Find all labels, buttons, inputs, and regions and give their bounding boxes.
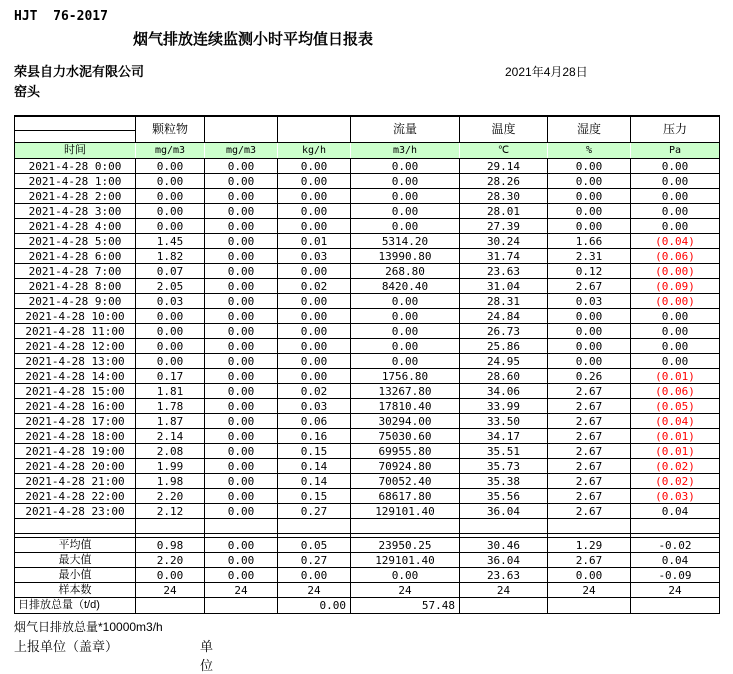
table-cell: 0.00 — [351, 159, 460, 174]
table-cell: 2.20 — [136, 489, 205, 504]
table-cell: 0.00 — [136, 204, 205, 219]
table-cell: 0.00 — [548, 339, 631, 354]
table-cell: 0.00 — [351, 189, 460, 204]
table-cell: 30.24 — [460, 234, 548, 249]
table-cell: 0.26 — [548, 369, 631, 384]
table-cell: 0.03 — [278, 249, 351, 264]
data-row — [15, 249, 720, 264]
table-cell: 0.05 — [278, 538, 351, 553]
table-cell — [278, 519, 351, 534]
table-cell: 0.00 — [205, 429, 278, 444]
footer-signature-line — [14, 636, 214, 673]
table-cell: 24 — [278, 583, 351, 598]
company-name: 荣县自力水泥有限公司 — [14, 64, 145, 79]
table-cell: 2021-4-28 8:00 — [15, 279, 136, 294]
table-cell: 0.98 — [136, 538, 205, 553]
table-cell: 13990.80 — [351, 249, 460, 264]
table-cell: Pa — [631, 143, 720, 159]
table-cell: 0.00 — [205, 339, 278, 354]
table-cell: 35.51 — [460, 444, 548, 459]
table-cell: 28.31 — [460, 294, 548, 309]
table-cell: (0.04) — [631, 234, 720, 249]
table-cell: 2021-4-28 10:00 — [15, 309, 136, 324]
table-cell: 25.86 — [460, 339, 548, 354]
table-cell: 2.67 — [548, 553, 631, 568]
table-cell: 0.00 — [136, 354, 205, 369]
table-cell: 0.00 — [205, 444, 278, 459]
table-cell — [15, 116, 136, 143]
table-cell: 0.00 — [205, 399, 278, 414]
table-cell: 24 — [205, 583, 278, 598]
table-cell: 0.00 — [351, 309, 460, 324]
table-cell: 1.99 — [136, 459, 205, 474]
table-cell: 0.00 — [351, 294, 460, 309]
table-cell: 0.06 — [278, 414, 351, 429]
table-cell: 2.67 — [548, 504, 631, 519]
table-cell: 2021-4-28 5:00 — [15, 234, 136, 249]
table-cell: 1756.80 — [351, 369, 460, 384]
blank-row — [15, 519, 720, 534]
table-cell: 0.16 — [278, 429, 351, 444]
table-cell: 0.02 — [278, 384, 351, 399]
table-cell: 0.00 — [278, 189, 351, 204]
table-cell: 0.00 — [136, 159, 205, 174]
data-row — [15, 264, 720, 279]
footer-flow-note: 烟气日排放总量*10000m3/h — [14, 620, 163, 634]
table-cell: 平均值 — [15, 538, 136, 553]
table-cell: 0.00 — [205, 414, 278, 429]
table-cell: 0.00 — [205, 354, 278, 369]
table-cell — [205, 598, 278, 614]
table-cell: 57.48 — [351, 598, 460, 614]
report-table — [14, 115, 720, 614]
table-cell: 17810.40 — [351, 399, 460, 414]
table-cell: 30.46 — [460, 538, 548, 553]
table-cell: 70052.40 — [351, 474, 460, 489]
table-cell: 0.00 — [278, 354, 351, 369]
table-cell: 0.00 — [136, 324, 205, 339]
data-row — [15, 489, 720, 504]
table-cell: 2021-4-28 21:00 — [15, 474, 136, 489]
table-cell: 0.00 — [136, 189, 205, 204]
table-cell: 0.00 — [548, 324, 631, 339]
table-cell: 0.00 — [631, 204, 720, 219]
table-cell: 2.67 — [548, 429, 631, 444]
table-cell — [631, 598, 720, 614]
table-cell: 0.00 — [136, 174, 205, 189]
table-cell: 33.99 — [460, 399, 548, 414]
table-cell: 时间 — [15, 143, 136, 159]
table-cell: 1.29 — [548, 538, 631, 553]
table-cell: 2.67 — [548, 414, 631, 429]
data-row — [15, 354, 720, 369]
summary-row — [15, 538, 720, 553]
table-cell: (0.05) — [631, 399, 720, 414]
table-cell: 0.00 — [278, 568, 351, 583]
table-cell: 0.00 — [205, 309, 278, 324]
table-cell: (0.03) — [631, 489, 720, 504]
table-cell: 27.39 — [460, 219, 548, 234]
table-cell: 129101.40 — [351, 504, 460, 519]
table-cell: 0.00 — [278, 324, 351, 339]
table-cell: 35.56 — [460, 489, 548, 504]
table-cell: 0.00 — [278, 174, 351, 189]
table-cell: 2021-4-28 18:00 — [15, 429, 136, 444]
table-cell: 2021-4-28 20:00 — [15, 459, 136, 474]
table-cell: 2.67 — [548, 474, 631, 489]
table-cell: 0.00 — [136, 339, 205, 354]
data-row — [15, 309, 720, 324]
table-cell: kg/h — [278, 143, 351, 159]
table-cell: 0.00 — [351, 204, 460, 219]
table-cell: 0.03 — [136, 294, 205, 309]
table-cell: 2021-4-28 1:00 — [15, 174, 136, 189]
table-cell: 2.20 — [136, 553, 205, 568]
table-cell: 2021-4-28 6:00 — [15, 249, 136, 264]
table-cell: 0.00 — [205, 174, 278, 189]
table-cell: 0.00 — [136, 568, 205, 583]
table-cell: 0.00 — [631, 174, 720, 189]
table-cell: 0.15 — [278, 489, 351, 504]
table-cell: 0.00 — [351, 219, 460, 234]
table-cell: 最大值 — [15, 553, 136, 568]
table-cell: 2.67 — [548, 489, 631, 504]
table-cell: (0.01) — [631, 369, 720, 384]
table-cell: 2021-4-28 7:00 — [15, 264, 136, 279]
data-row — [15, 324, 720, 339]
table-cell: 0.00 — [205, 459, 278, 474]
data-row — [15, 189, 720, 204]
table-cell: 68617.80 — [351, 489, 460, 504]
table-cell: 0.00 — [278, 598, 351, 614]
page-title: 烟气排放连续监测小时平均值日报表 — [133, 31, 374, 48]
table-cell: 70924.80 — [351, 459, 460, 474]
table-cell: 0.00 — [631, 324, 720, 339]
table-cell: 0.14 — [278, 459, 351, 474]
table-cell: 0.00 — [631, 309, 720, 324]
table-cell: 0.00 — [548, 189, 631, 204]
table-cell: 8420.40 — [351, 279, 460, 294]
table-cell: 24 — [351, 583, 460, 598]
header-row — [15, 116, 720, 143]
table-cell — [205, 116, 278, 143]
table-cell: 0.00 — [205, 189, 278, 204]
table-cell: 0.00 — [351, 324, 460, 339]
table-cell: 34.17 — [460, 429, 548, 444]
data-row — [15, 384, 720, 399]
table-cell: 2021-4-28 23:00 — [15, 504, 136, 519]
table-cell: (0.01) — [631, 429, 720, 444]
table-cell: 0.00 — [205, 489, 278, 504]
summary-row — [15, 553, 720, 568]
report-table-body — [15, 116, 720, 614]
data-row — [15, 339, 720, 354]
table-cell: 0.00 — [205, 474, 278, 489]
table-cell: 23.63 — [460, 264, 548, 279]
table-cell: 0.00 — [205, 264, 278, 279]
table-cell: 0.00 — [205, 324, 278, 339]
table-cell: 2021-4-28 11:00 — [15, 324, 136, 339]
table-cell: 0.12 — [548, 264, 631, 279]
table-cell: mg/m3 — [136, 143, 205, 159]
table-cell: 1.45 — [136, 234, 205, 249]
table-cell: (0.04) — [631, 414, 720, 429]
table-cell: 2021-4-28 0:00 — [15, 159, 136, 174]
table-cell: 2021-4-28 16:00 — [15, 399, 136, 414]
data-row — [15, 459, 720, 474]
table-cell: 28.30 — [460, 189, 548, 204]
table-cell: 0.00 — [278, 264, 351, 279]
table-cell: 0.00 — [205, 219, 278, 234]
table-cell: 2.67 — [548, 399, 631, 414]
table-cell: 0.00 — [351, 174, 460, 189]
data-row — [15, 294, 720, 309]
table-cell: 温度 — [460, 116, 548, 143]
table-cell: 2.67 — [548, 444, 631, 459]
data-row — [15, 429, 720, 444]
data-row — [15, 504, 720, 519]
table-cell — [205, 519, 278, 534]
table-cell: 最小值 — [15, 568, 136, 583]
table-cell: 2021-4-28 9:00 — [15, 294, 136, 309]
data-row — [15, 174, 720, 189]
table-cell: 0.00 — [205, 204, 278, 219]
table-cell: 2021-4-28 17:00 — [15, 414, 136, 429]
data-row — [15, 159, 720, 174]
table-cell: 24 — [460, 583, 548, 598]
table-cell: 0.00 — [278, 294, 351, 309]
table-cell: 0.00 — [548, 204, 631, 219]
table-cell: 0.00 — [631, 354, 720, 369]
table-cell: 样本数 — [15, 583, 136, 598]
table-cell: 0.00 — [205, 553, 278, 568]
total-row — [15, 598, 720, 614]
table-cell: 0.04 — [631, 553, 720, 568]
table-cell: 2.31 — [548, 249, 631, 264]
table-cell: 5314.20 — [351, 234, 460, 249]
data-row — [15, 414, 720, 429]
table-cell: 0.00 — [351, 339, 460, 354]
table-cell: 0.27 — [278, 553, 351, 568]
table-cell: m3/h — [351, 143, 460, 159]
table-cell: 1.87 — [136, 414, 205, 429]
table-cell: 2021-4-28 14:00 — [15, 369, 136, 384]
table-cell: 35.73 — [460, 459, 548, 474]
table-cell: 0.00 — [205, 294, 278, 309]
table-cell — [15, 519, 136, 534]
summary-row — [15, 568, 720, 583]
table-cell: 29.14 — [460, 159, 548, 174]
table-cell: ℃ — [460, 143, 548, 159]
table-cell: 129101.40 — [351, 553, 460, 568]
table-cell: (0.06) — [631, 249, 720, 264]
table-cell — [136, 519, 205, 534]
table-cell: 24 — [136, 583, 205, 598]
unit-label: 单位 — [200, 639, 214, 673]
table-cell: 13267.80 — [351, 384, 460, 399]
table-cell: 0.00 — [136, 309, 205, 324]
table-cell: (0.09) — [631, 279, 720, 294]
table-cell: (0.02) — [631, 474, 720, 489]
table-cell: 24 — [631, 583, 720, 598]
table-cell: 30294.00 — [351, 414, 460, 429]
table-cell: 23.63 — [460, 568, 548, 583]
table-cell: 268.80 — [351, 264, 460, 279]
table-cell: 2021-4-28 15:00 — [15, 384, 136, 399]
table-cell: 2021-4-28 12:00 — [15, 339, 136, 354]
table-cell: 36.04 — [460, 553, 548, 568]
table-cell: 0.01 — [278, 234, 351, 249]
table-cell: 2021-4-28 4:00 — [15, 219, 136, 234]
table-cell: 24.95 — [460, 354, 548, 369]
table-cell: 2021-4-28 2:00 — [15, 189, 136, 204]
table-cell: 33.50 — [460, 414, 548, 429]
table-cell: 23950.25 — [351, 538, 460, 553]
table-cell: 流量 — [351, 116, 460, 143]
data-row — [15, 474, 720, 489]
table-cell: 颗粒物 — [136, 116, 205, 143]
table-cell: 24.84 — [460, 309, 548, 324]
table-cell: 0.07 — [136, 264, 205, 279]
table-cell: 1.66 — [548, 234, 631, 249]
table-cell: 0.00 — [548, 309, 631, 324]
table-cell: 2.67 — [548, 384, 631, 399]
data-row — [15, 399, 720, 414]
table-cell: 36.04 — [460, 504, 548, 519]
table-cell: 0.00 — [631, 159, 720, 174]
table-cell: 35.38 — [460, 474, 548, 489]
summary-row — [15, 583, 720, 598]
table-cell — [351, 519, 460, 534]
table-cell: 0.00 — [205, 369, 278, 384]
table-cell: 0.14 — [278, 474, 351, 489]
table-cell: 31.04 — [460, 279, 548, 294]
table-cell — [631, 519, 720, 534]
table-cell: 2021-4-28 13:00 — [15, 354, 136, 369]
table-cell: 1.78 — [136, 399, 205, 414]
table-cell: (0.06) — [631, 384, 720, 399]
table-cell: 28.01 — [460, 204, 548, 219]
table-cell: 0.00 — [278, 159, 351, 174]
data-row — [15, 279, 720, 294]
table-cell: 0.00 — [278, 339, 351, 354]
table-cell: 0.00 — [631, 189, 720, 204]
table-cell: 0.00 — [278, 204, 351, 219]
table-cell — [548, 519, 631, 534]
table-cell: 0.00 — [548, 219, 631, 234]
table-cell: 0.00 — [548, 159, 631, 174]
table-cell: (0.01) — [631, 444, 720, 459]
data-row — [15, 369, 720, 384]
table-cell: 0.00 — [205, 384, 278, 399]
table-cell: 0.00 — [205, 538, 278, 553]
table-cell: (0.00) — [631, 294, 720, 309]
table-cell: 26.73 — [460, 324, 548, 339]
table-cell: 2.05 — [136, 279, 205, 294]
table-cell: (0.02) — [631, 459, 720, 474]
table-cell: 0.00 — [205, 568, 278, 583]
table-cell: 2021-4-28 19:00 — [15, 444, 136, 459]
table-cell: 0.00 — [278, 369, 351, 384]
table-cell: 0.00 — [548, 354, 631, 369]
table-cell: 75030.60 — [351, 429, 460, 444]
data-row — [15, 204, 720, 219]
table-cell: 0.00 — [631, 339, 720, 354]
table-cell: 日排放总量（t/d) — [15, 598, 136, 614]
table-cell: 24 — [548, 583, 631, 598]
table-cell — [460, 598, 548, 614]
table-cell: 0.27 — [278, 504, 351, 519]
table-cell: 0.00 — [205, 279, 278, 294]
reporting-unit-label: 上报单位（盖章） — [14, 639, 119, 654]
table-cell: 0.03 — [548, 294, 631, 309]
table-cell: 0.00 — [548, 174, 631, 189]
table-cell: (0.00) — [631, 264, 720, 279]
table-cell: 34.06 — [460, 384, 548, 399]
unit-row — [15, 143, 720, 159]
table-cell: 2.08 — [136, 444, 205, 459]
table-cell: 2.14 — [136, 429, 205, 444]
table-cell: 0.03 — [278, 399, 351, 414]
table-cell: 28.26 — [460, 174, 548, 189]
table-cell: 28.60 — [460, 369, 548, 384]
table-cell: 0.02 — [278, 279, 351, 294]
table-cell: 2021-4-28 3:00 — [15, 204, 136, 219]
data-row — [15, 444, 720, 459]
data-row — [15, 219, 720, 234]
table-cell: 0.00 — [548, 568, 631, 583]
table-cell: -0.09 — [631, 568, 720, 583]
table-cell: 0.04 — [631, 504, 720, 519]
table-cell: -0.02 — [631, 538, 720, 553]
table-cell: mg/m3 — [205, 143, 278, 159]
table-cell: 0.00 — [205, 504, 278, 519]
table-cell: 1.81 — [136, 384, 205, 399]
table-cell: 0.15 — [278, 444, 351, 459]
table-cell: 0.00 — [136, 219, 205, 234]
table-cell: % — [548, 143, 631, 159]
table-cell: 1.82 — [136, 249, 205, 264]
table-cell — [278, 116, 351, 143]
table-cell: 压力 — [631, 116, 720, 143]
report-date: 2021年4月28日 — [505, 65, 588, 79]
table-cell: 31.74 — [460, 249, 548, 264]
table-cell: 0.00 — [205, 249, 278, 264]
table-cell: 2021-4-28 22:00 — [15, 489, 136, 504]
table-cell: 0.00 — [351, 568, 460, 583]
doc-standard-code: HJT 76-2017 — [14, 9, 108, 24]
table-cell: 2.67 — [548, 279, 631, 294]
table-cell: 2.67 — [548, 459, 631, 474]
station-name: 窑头 — [14, 84, 41, 99]
table-cell: 0.00 — [631, 219, 720, 234]
table-cell: 0.00 — [278, 309, 351, 324]
table-cell: 2.12 — [136, 504, 205, 519]
table-cell — [136, 598, 205, 614]
table-cell: 湿度 — [548, 116, 631, 143]
table-cell: 0.00 — [278, 219, 351, 234]
table-cell: 0.00 — [351, 354, 460, 369]
table-cell — [548, 598, 631, 614]
table-cell: 0.00 — [205, 234, 278, 249]
table-cell: 0.17 — [136, 369, 205, 384]
table-cell — [460, 519, 548, 534]
table-cell: 0.00 — [205, 159, 278, 174]
table-cell: 1.98 — [136, 474, 205, 489]
data-row — [15, 234, 720, 249]
table-cell: 69955.80 — [351, 444, 460, 459]
